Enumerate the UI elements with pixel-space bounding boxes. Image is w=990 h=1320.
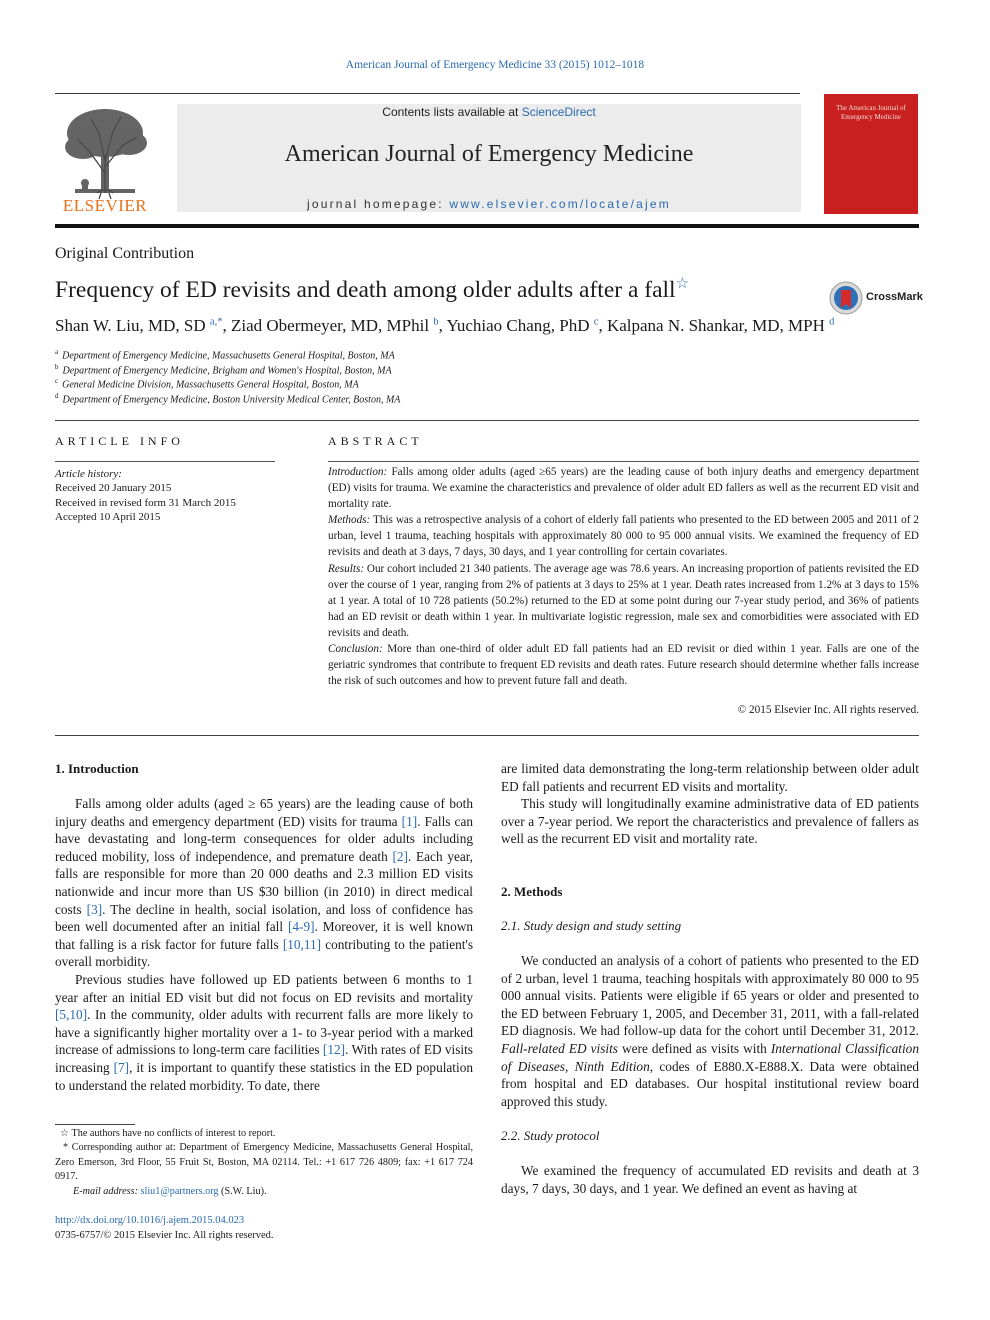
issn-copyright: 0735-6757/© 2015 Elsevier Inc. All rights reserved. xyxy=(55,1229,274,1241)
emphasis-text: Fall-related ED visits xyxy=(501,1040,618,1056)
history-label: Article history: xyxy=(55,468,122,480)
abstract-label: Conclusion: xyxy=(328,643,383,656)
section-heading-introduction: 1. Introduction xyxy=(55,761,139,776)
body-paragraph: This study will longitudinally examine administrative data of ED patients over a 7-year period. We report the characteristics and prevalence of fallers as well as the recurrent ED visit and mortality rate. xyxy=(501,796,919,847)
abstract-heading: ABSTRACT xyxy=(328,434,423,448)
homepage-prefix: journal homepage: xyxy=(306,197,450,211)
author-name[interactable]: Yuchiao Chang, PhD xyxy=(446,316,590,335)
journal-homepage-line xyxy=(177,197,801,211)
footnotes xyxy=(55,1127,473,1199)
section-rule xyxy=(55,420,919,421)
text-run: contributing to the patient's overall morbidity. xyxy=(55,936,474,970)
body-column-right xyxy=(501,760,919,848)
affiliation-text: Department of Emergency Medicine, Boston University Medical Center, Boston, MA xyxy=(62,393,401,405)
cover-title: The American Journal of Emergency Medicine xyxy=(836,104,906,121)
abstract-label: Methods: xyxy=(328,514,371,527)
abstract-label: Results: xyxy=(328,562,365,575)
citation-link[interactable]: [10,11] xyxy=(282,936,322,952)
contents-line xyxy=(177,105,801,119)
email-label: E-mail address: xyxy=(73,1185,141,1197)
body-column-left xyxy=(55,795,473,1094)
revised-date: Received in revised form 31 March 2015 xyxy=(55,496,236,509)
citation-link[interactable]: [5,10] xyxy=(55,1007,88,1023)
masthead-bottom-rule xyxy=(55,224,919,228)
author-affil-mark[interactable]: d xyxy=(829,316,835,328)
footnote-rule xyxy=(55,1124,135,1125)
affiliation-b xyxy=(55,363,392,376)
body-paragraph xyxy=(55,971,473,1094)
footnote-text: Corresponding author at: Department of Emergency Medicine, Massachusetts General Hospital, Zero Emerson, 3rd Floor, 55 Fruit St, Boston, MA 02114. Tel.: +1 617 726 4809; fax: +1 617 724 0917. xyxy=(55,1142,473,1183)
text-run: Falls among older adults (aged ≥ 65 years) are the leading cause of both injury deaths and emergency department (ED) visits for trauma xyxy=(55,796,473,829)
citation-link[interactable]: [3] xyxy=(86,901,103,917)
doi-link[interactable]: http://dx.doi.org/10.1016/j.ajem.2015.04.023 xyxy=(55,1215,245,1226)
body-paragraph-continued: are limited data demonstrating the long-term relationship between older adult ED fall patients and recurrent ED visits and mortality. xyxy=(501,761,919,794)
author-sep: , xyxy=(438,316,447,335)
footnote-conflict xyxy=(55,1127,473,1141)
citation-link[interactable]: [7] xyxy=(113,1059,130,1075)
author-name[interactable]: Shan W. Liu, MD, SD xyxy=(55,316,206,335)
affiliation-key: a xyxy=(55,348,59,356)
abstract-methods xyxy=(328,512,919,560)
citation-link[interactable]: [12] xyxy=(322,1042,346,1058)
article-type: Original Contribution xyxy=(55,245,195,262)
author-sep: , xyxy=(222,316,231,335)
abstract-body xyxy=(328,464,919,689)
received-date: Received 20 January 2015 xyxy=(55,482,172,495)
affiliation-text: Department of Emergency Medicine, Massachusetts General Hospital, Boston, MA xyxy=(62,350,395,362)
crossmark-label[interactable]: CrossMark xyxy=(866,291,923,303)
text-run: Previous studies have followed up ED patients between 6 months to 1 year after an initial ED visit but did not focus on ED revisits and mortality xyxy=(55,971,473,1005)
abstract-copyright: © 2015 Elsevier Inc. All rights reserved. xyxy=(737,704,919,716)
footnote-email xyxy=(55,1185,473,1199)
text-run: , it is important to quantify these statistics in the ED population to understand the related morbidity. To date, there xyxy=(55,1059,473,1093)
abstract-introduction xyxy=(328,464,919,512)
affiliation-key: b xyxy=(55,362,59,371)
footnote-text: (S.W. Liu). xyxy=(218,1185,267,1197)
footnote-text: The authors have no conflicts of interest to report. xyxy=(69,1128,276,1139)
author-affil-mark[interactable]: b xyxy=(433,316,439,328)
author-name[interactable]: Ziad Obermeyer, MD, MPhil xyxy=(230,316,430,335)
abstract-rule xyxy=(328,461,919,462)
abstract-text: Our cohort included 21 340 patients. The average age was 78.6 years. An increasing proportion of patients revisited the ED over the course of 1 year, ranging from 2% of patients at 3 days to 25% at 1 year. Death rates increased from 1.2% at 3 days to 15% at 1 year. A total of 10 728 patients (50.2%) returned to the ED at some point during our 7-year study period, and 36% of patients had an ED revisit or death within 1 year. In multivariate logistic regression, male sex and comorbidities were associated with ED revisits and death. xyxy=(328,562,919,639)
title-footnote-mark[interactable]: ☆ xyxy=(675,276,690,292)
citation-link[interactable]: [4-9] xyxy=(287,919,315,935)
affiliation-d xyxy=(55,392,400,405)
subsection-heading-study-design: 2.1. Study design and study setting xyxy=(501,918,682,933)
journal-reference-link[interactable]: American Journal of Emergency Medicine 33 (2015) 1012–1018 xyxy=(345,59,645,71)
author-sep: , xyxy=(598,316,607,335)
text-run: . Falls can have devastating and long-term consequences for older adults including reduced mobility, loss of independence, and premature death xyxy=(55,813,473,864)
section-heading-methods: 2. Methods xyxy=(501,884,563,899)
abstract-conclusion xyxy=(328,641,919,689)
title-text: Frequency of ED revisits and death among older adults after a fall xyxy=(55,276,676,303)
affiliation-text: General Medicine Division, Massachusetts General Hospital, Boston, MA xyxy=(62,379,359,391)
article-title xyxy=(55,274,689,304)
journal-title: American Journal of Emergency Medicine xyxy=(284,141,694,167)
text-run: , codes of E880.X-E888.X. Data were obtained from hospital and ED databases. Our hospital institutional review board approved this study. xyxy=(501,1058,919,1109)
text-run: We conducted an analysis of a cohort of patients who presented to the ED of 2 urban, level 1 trauma, teaching hospitals with approximately 80 000 to 95 000 annual visits. Patients were eligible if 65 years or older and presented to the ED between February 1, 2005, and December 31, 2011, with a fall-related ED diagnosis. We had follow-up data for the cohort until December 31, 2012. xyxy=(501,953,919,1039)
text-run: . The decline in health, social isolation, and loss of confidence has been well documented after an initial fall xyxy=(55,901,473,935)
body-column-right-methods xyxy=(501,952,919,1110)
abstract-text: Falls among older adults (aged ≥65 years) are the leading cause of both injury deaths and emergency department (ED) visits for trauma. We examine the characteristics and prevalence of older adult ED fallers as well as the recurrent ED visit and mortality rate. xyxy=(328,466,919,511)
email-link[interactable]: sliu1@partners.org xyxy=(140,1185,219,1197)
body-paragraph xyxy=(501,952,919,1110)
abstract-text: This was a retrospective analysis of a cohort of elderly fall patients who presented to the ED between 2005 and 2011 of 2 urban, level 1 trauma, teaching hospitals with approximately 80 000 to 95 000 annual visits. We examined the frequency of ED revisits and death at 3 days, 7 days, 30 days, and 1 year controlling for certain covariates. xyxy=(328,514,919,559)
article-info-heading: ARTICLE INFO xyxy=(55,434,184,448)
article-history xyxy=(55,467,236,524)
emphasis-text: International Classification of Diseases, Ninth Edition xyxy=(501,1040,919,1074)
section-rule xyxy=(55,735,919,736)
author-affil-mark[interactable]: c xyxy=(593,316,599,328)
footnote-corresponding xyxy=(55,1141,473,1184)
text-run: were defined as visits with xyxy=(617,1040,771,1056)
text-run: . Moreover, it is well known that falling is a risk factor for future falls xyxy=(55,919,473,952)
author-affil-mark[interactable]: a,* xyxy=(209,316,223,328)
body-paragraph: We examined the frequency of accumulated ED revisits and death at 3 days, 7 days, 30 days, and 1 year. We defined an event as having at xyxy=(501,1163,919,1196)
footnote-mark: ☆ xyxy=(60,1128,70,1139)
affiliation-a xyxy=(55,348,395,361)
doi-block xyxy=(55,1214,274,1243)
author-list xyxy=(55,316,834,336)
masthead-top-rule xyxy=(55,93,800,94)
citation-link[interactable]: [1] xyxy=(401,813,418,829)
footnote-mark: * xyxy=(63,1142,69,1154)
contents-prefix: Contents lists available at xyxy=(382,105,522,119)
subsection-heading-study-protocol: 2.2. Study protocol xyxy=(501,1128,600,1143)
citation-link[interactable]: [2] xyxy=(392,848,408,864)
affiliation-key: d xyxy=(55,391,59,400)
affiliation-text: Department of Emergency Medicine, Brigham and Women's Hospital, Boston, MA xyxy=(62,364,392,376)
abstract-label: Introduction: xyxy=(328,466,388,478)
abstract-text: More than one-third of older adult ED fall patients had an ED revisit or died within 1 year. Falls are one of the geriatric syndromes that contribute to frequent ED revisits and death rates. Future research should determine whether falls increase the risk of such outcomes and how to prevent future fall and death. xyxy=(328,643,919,688)
text-run: . In the community, older adults with recurrent falls are more likely to have a significantly higher mortality over a 1- to 3-year period with a marked increase of admissions to long-term care facilities xyxy=(55,1007,473,1058)
body-column-right-protocol xyxy=(501,1162,919,1197)
affiliation-key: c xyxy=(55,377,59,385)
text-run: . With rates of ED visits increasing xyxy=(55,1042,473,1075)
text-run: . Each year, falls are responsible for more than 20 000 deaths and 2.3 million ED visits nationwide and incur more than US $30 billion (in 2010) in direct medical costs xyxy=(55,848,473,917)
article-info-rule xyxy=(55,461,275,462)
homepage-link[interactable]: www.elsevier.com/locate/ajem xyxy=(449,197,671,211)
abstract-results xyxy=(328,561,919,641)
body-paragraph xyxy=(55,795,473,971)
sciencedirect-link[interactable]: ScienceDirect xyxy=(521,105,596,119)
author-name[interactable]: Kalpana N. Shankar, MD, MPH xyxy=(606,316,825,335)
affiliation-c xyxy=(55,377,359,390)
accepted-date: Accepted 10 April 2015 xyxy=(55,510,161,523)
publisher-wordmark: ELSEVIER xyxy=(62,196,148,215)
